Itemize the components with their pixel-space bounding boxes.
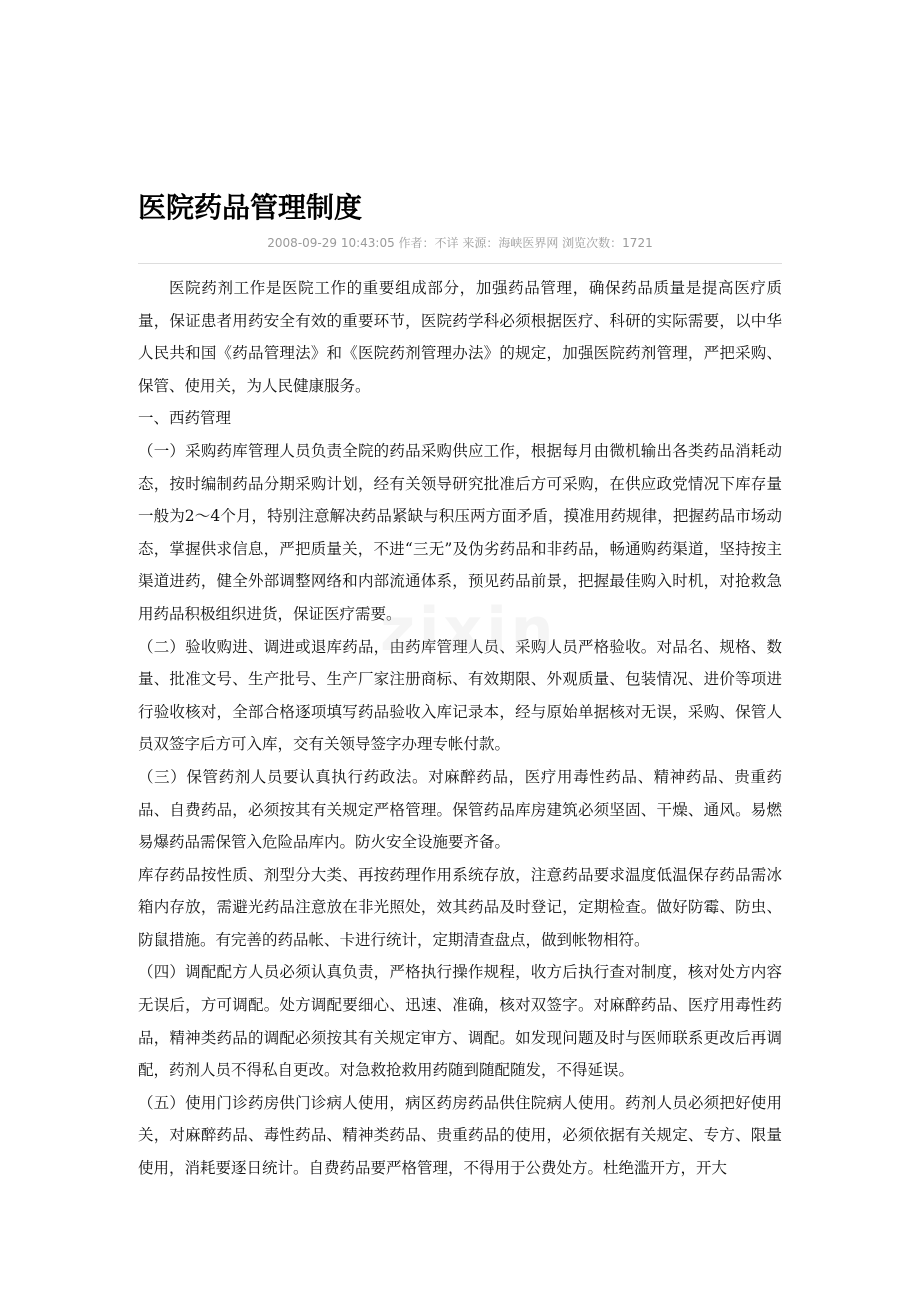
paragraph-procurement: （一）采购药库管理人员负责全院的药品采购供应工作，根据每月由微机输出各类药品消耗动态，按时编制药品分期采购计划，经有关领导研究批准后方可采购，在供应政党情况下库存量一般为2～4个月，特别注意解决药品紧缺与积压两方面矛盾，摸准用药规律，把握药品市场动态，掌握供求信息，严把质量关，不进“三无”及伪劣药品和非药品，畅通购药渠道，坚持按主渠道进药，健全外部调整网络和内部流通体系，预见药品前景，把握最佳购入时机，对抢救急用药品积极组织进货，保证医疗需要。 bbox=[138, 441, 782, 623]
paragraph-acceptance: （二）验收购进、调进或退库药品，由药库管理人员、采购人员严格验收。对品名、规格、数量、批准文号、生产批号、生产厂家注册商标、有效期限、外观质量、包装情况、进价等项进行验收核对，全部合格逐项填写药品验收入库记录本，经与原始单据核对无误，采购、保管人员双签字后方可入库，交有关领导签字办理专帐付款。 bbox=[138, 637, 782, 754]
paragraph-usage: （五）使用门诊药房供门诊病人使用，病区药房药品供住院病人使用。药剂人员必须把好使用关，对麻醉药品、毒性药品、精神类药品、贵重药品的使用，必须依据有关规定、专方、限量使用，消耗要逐日统计。自费药品要严格管理，不得用于公费处方。杜绝滥开方，开大 bbox=[138, 1093, 782, 1178]
paragraph-dispensing: （四）调配配方人员必须认真负责，严格执行操作规程，收方后执行查对制度，核对处方内容无误后，方可调配。处方调配要细心、迅速、准确，核对双签字。对麻醉药品、医疗用毒性药品，精神类药品的调配必须按其有关规定审方、调配。如发现问题及时与医师联系更改后再调配，药剂人员不得私自更改。对急救抢救用药随到随配随发，不得延误。 bbox=[138, 963, 782, 1080]
article-body bbox=[138, 272, 782, 1185]
paragraph-storage: （三）保管药剂人员要认真执行药政法。对麻醉药品，医疗用毒性药品、精神药品、贵重药品、自费药品，必须按其有关规定严格管理。保管药品库房建筑必须坚固、干燥、通风。易燃易爆药品需保管入危险品库内。防火安全设施要齐备。 bbox=[138, 767, 782, 852]
divider bbox=[138, 263, 782, 264]
paragraph-inventory: 库存药品按性质、剂型分大类、再按药理作用系统存放，注意药品要求温度低温保存药品需冰箱内存放，需避光药品注意放在非光照处，效其药品及时登记，定期检查。做好防霉、防虫、防鼠措施。有完善的药品帐、卡进行统计，定期清查盘点，做到帐物相符。 bbox=[138, 865, 782, 949]
section-heading: 一、西药管理 bbox=[138, 409, 232, 428]
article-title: 医院药品管理制度 bbox=[138, 191, 363, 224]
article-meta: 2008-09-29 10:43:05 作者：不详 来源：海峡医界网 浏览次数：1721 bbox=[267, 236, 653, 250]
intro-paragraph: 医院药剂工作是医院工作的重要组成部分，加强药品管理，确保药品质量是提高医疗质量，保证患者用药安全有效的重要环节，医院药学科必须根据医疗、科研的实际需要，以中华人民共和国《药品管理法》和《医院药剂管理办法》的规定，加强医院药剂管理，严把采购、保管、使用关，为人民健康服务。 bbox=[138, 279, 782, 395]
watermark: zixin bbox=[380, 595, 558, 665]
